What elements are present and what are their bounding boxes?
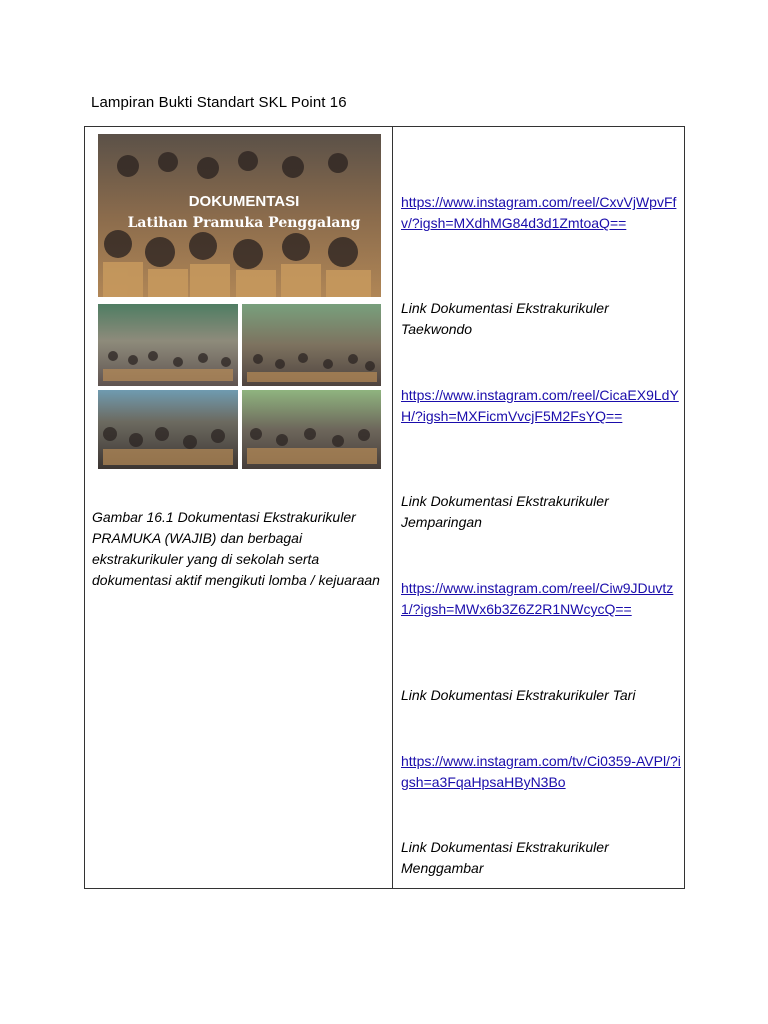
banner-subtitle: Latihan Pramuka Penggalang (127, 215, 361, 231)
banner-title: DOKUMENTASI (188, 193, 300, 210)
label-jemparingan: Link Dokumentasi Ekstrakurikuler Jemparingan (401, 493, 609, 530)
label-tari: Link Dokumentasi Ekstrakurikuler Tari (401, 687, 636, 703)
page-heading: Lampiran Bukti Standart SKL Point 16 (91, 94, 347, 111)
label-taekwondo: Link Dokumentasi Ekstrakurikuler Taekwondo (401, 300, 609, 337)
pramuka-photo-collage (98, 134, 381, 469)
instagram-link-jemparingan[interactable]: https://www.instagram.com/reel/CicaEX9LdYH/?igsh=MXFicmVvcjF5M2FsYQ== (401, 387, 679, 424)
evidence-table (84, 126, 685, 889)
figure-caption: Gambar 16.1 Dokumentasi Ekstrakurikuler PRAMUKA (WAJIB) dan berbagai ekstrakurikuler yang di sekolah serta dokumentasi aktif mengikuti lomba / kejuaraan (92, 509, 380, 588)
label-menggambar: Link Dokumentasi Ekstrakurikuler Menggambar (401, 839, 609, 876)
instagram-link-tari[interactable]: https://www.instagram.com/reel/Ciw9JDuvtz1/?igsh=MWx6b3Z6Z2R1NWcycQ== (401, 580, 674, 617)
collage-image (98, 134, 381, 469)
instagram-link-taekwondo[interactable]: https://www.instagram.com/reel/CxvVjWpvFfv/?igsh=MXdhMG84d3d1ZmtoaQ== (401, 194, 677, 231)
column-divider (392, 127, 393, 888)
instagram-link-menggambar[interactable]: https://www.instagram.com/tv/Ci0359-AVPl/?igsh=a3FqaHpsaHByN3Bo (401, 753, 681, 790)
